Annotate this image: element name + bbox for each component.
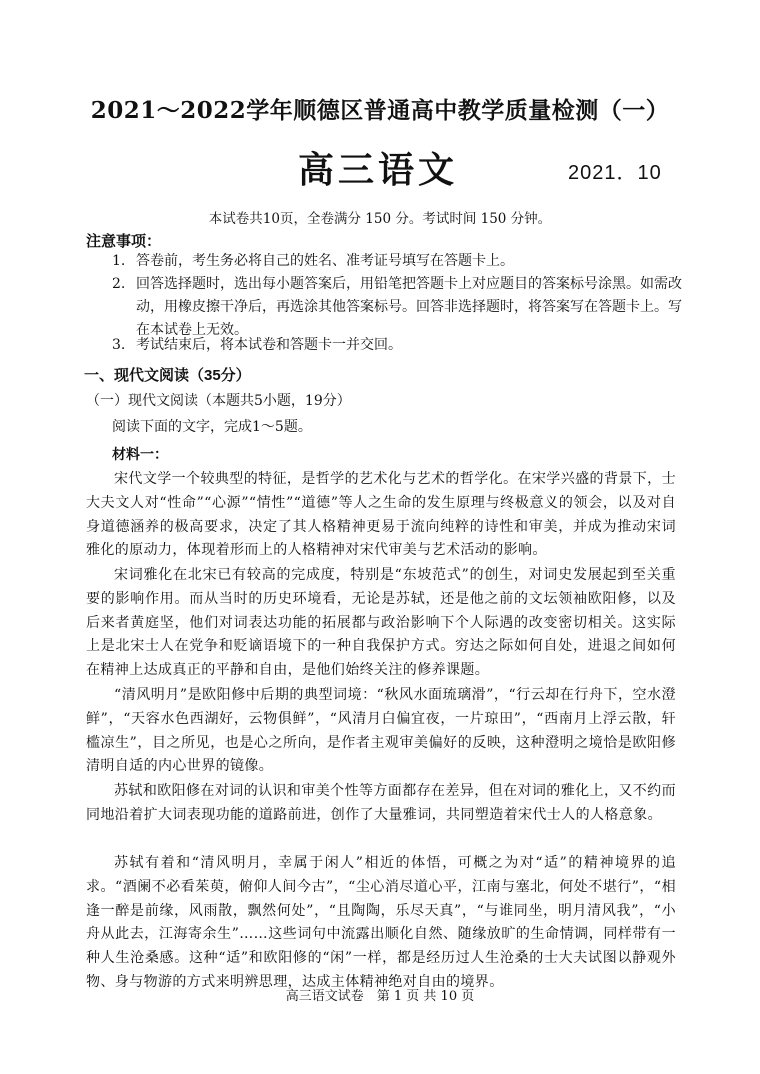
notice-item-number: 2. [112,276,126,292]
subject-title: 高三语文 [298,149,459,191]
section-heading: 一、现代文阅读（35分） [84,367,251,384]
notice-item-number: 1. [112,253,126,269]
passage-paragraph-2: 宋词雅化在北宋已有较高的完成度，特别是“东坡范式”的创生，对词史发展起到至关重要的影响作用。而从当时的历史环境看，无论是苏轼，还是他之前的文坛领袖欧阳修，以及后来者黄庭坚，他们对词表达功能的拓展都与政治影响下个人际遇的改变密切相关。这实际上是北宋士人在党争和贬谪语境下的一种自我保护方式。穷达之际如何自处，进退之间如何在精神上达成真正的平静和自由，是他们始终关注的修养课题。 [86,567,676,679]
notice-item-number: 3. [112,337,126,353]
exam-info: 本试卷共10页，全卷满分 150 分。考试时间 150 分钟。 [208,211,552,227]
notice-item-text: 回答选择题时，选出每小题答案后，用铅笔把答题卡上对应题目的答案标号涂黑。如需改动，用橡皮擦干净后，再选涂其他答案标号。回答非选择题时，将答案写在答题卡上。写在本试卷上无效。 [136,276,682,338]
notice-item-1 [112,250,682,273]
exam-date: 2021．10 [568,162,662,184]
notice-item-2 [112,273,682,342]
reading-instruction: 阅读下面的文字，完成1～5题。 [112,419,312,435]
notice-heading: 注意事项： [86,233,162,250]
notice-item-text: 答卷前，考生务必将自己的姓名、准考证号填写在答题卡上。 [136,253,514,269]
page-footer: 高三语文试卷 第 1 页 共 10 页 [285,989,475,1004]
passage-paragraph-4: 苏轼和欧阳修在对词的认识和审美个性等方面都存在差异，但在对词的雅化上，又不约而同地沿着扩大词表现功能的道路前进，创作了大量雅词，共同塑造着宋代士人的人格意象。 [86,783,676,823]
notice-item-text: 考试结束后，将本试卷和答题卡一并交回。 [136,337,402,353]
passage-paragraph-5: 苏轼有着和“清风明月，幸属于闲人”相近的体悟，可概之为对“适”的精神境界的追求。“酒阑不必看茱萸，俯仰人间今古”，“尘心消尽道心平，江南与塞北，何处不堪行”，“相逢一醉是前缘，风雨散，飘然何处”，“且陶陶，乐尽天真”，“与谁同坐，明月清风我”，“小舟从此去，江海寄余生”……这些词句中流露出顺化自然、随缘放旷的生命情调，同样带有一种人生沧桑感。这种“适”和欧阳修的“闲”一样，都是经历过人生沧桑的士大夫试图以静观外物、身与物游的方式来明辨思理，达成主体精神绝对自由的境界。 [86,855,676,990]
exam-title: 2021～2022学年顺德区普通高中教学质量检测（一） [90,97,670,124]
subsection-heading: （一）现代文阅读（本题共5小题，19分） [86,393,351,409]
passage-paragraph-3: “清风明月”是欧阳修中后期的典型词境：“秋风水面琉璃滑”，“行云却在行舟下，空水澄鲜”，“天容水色西湖好，云物俱鲜”，“风清月白偏宜夜，一片琼田”，“西南月上浮云散，轩槛凉生”，目之所见，也是心之所向，是作者主观审美偏好的反映，这种澄明之境恰是欧阳修清明自适的内心世界的镜像。 [86,687,676,775]
material-label: 材料一： [112,446,168,462]
notice-item-3 [112,334,682,357]
passage-paragraph-1: 宋代文学一个较典型的特征，是哲学的艺术化与艺术的哲学化。在宋学兴盛的背景下，士大夫文人对“性命”“心源”“情性”“道德”等人之生命的发生原理与终极意义的领会，以及对自身道德涵养的极高要求，决定了其人格精神更易于流向纯粹的诗性和审美，并成为推动宋词雅化的原动力，体现着形而上的人格精神对宋代审美与艺术活动的影响。 [86,471,676,559]
